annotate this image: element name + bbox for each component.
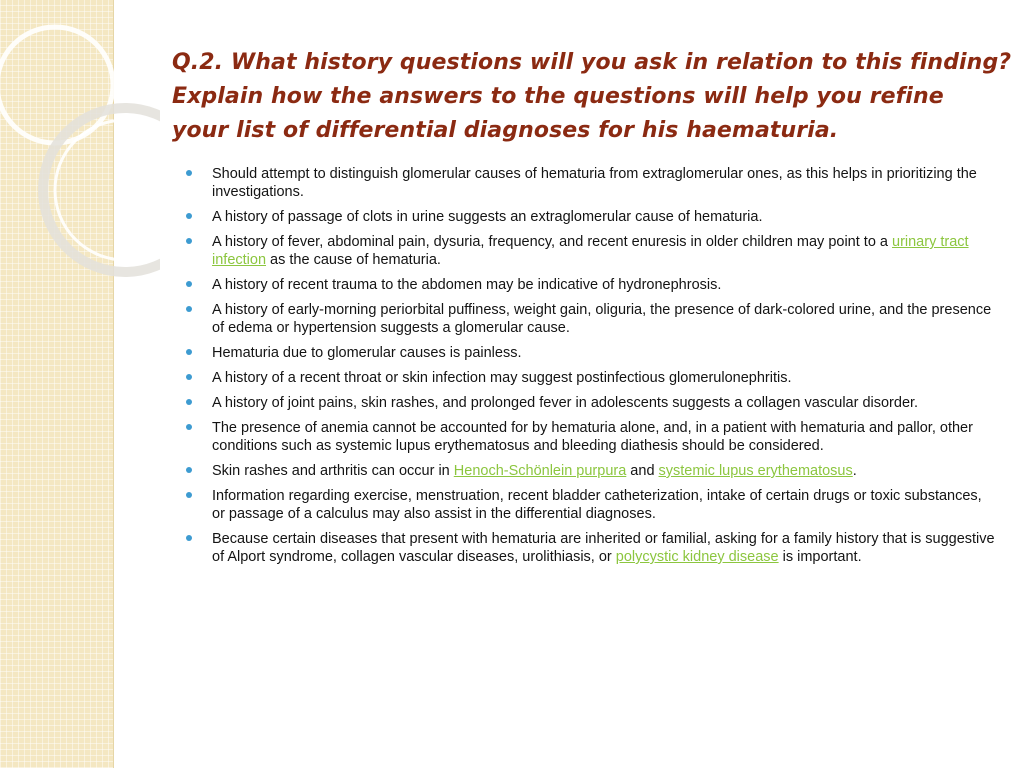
bullet-icon: [186, 349, 192, 355]
decorative-circles: [0, 0, 160, 768]
bullet-text: Should attempt to distinguish glomerular causes of hematuria from extraglomerular ones, as this helps in prioritizing the investigations.: [212, 166, 977, 200]
bullet-text: A history of early-morning periorbital puffiness, weight gain, oliguria, the presence of dark-colored urine, and the presence of edema or hypertension suggests a glomerular cause.: [212, 302, 992, 336]
bullet-item: [186, 276, 998, 294]
bullet-icon: [186, 374, 192, 380]
bullet-text: Skin rashes and arthritis can occur in: [212, 463, 454, 479]
bullet-icon: [186, 535, 192, 541]
polycystic-kidney-disease-link[interactable]: polycystic kidney disease: [615, 549, 779, 565]
bullet-icon: [186, 170, 192, 176]
bullet-text: Information regarding exercise, menstruation, recent bladder catheterization, intake of certain drugs or toxic substances, or passage of a calculus may also assist in the differential diagnoses.: [212, 488, 982, 522]
bullet-item: [186, 233, 998, 269]
bullet-item: [186, 394, 998, 412]
bullet-icon: [186, 399, 192, 405]
henoch-schonlein-purpura-link[interactable]: Henoch-Schönlein purpura: [453, 463, 627, 479]
bullet-icon: [186, 424, 192, 430]
bullet-item: [186, 419, 998, 455]
bullet-item: [186, 165, 998, 201]
bullet-text: A history of joint pains, skin rashes, and prolonged fever in adolescents suggests a collagen vascular disorder.: [212, 395, 919, 411]
bullet-item: [186, 301, 998, 337]
bullet-item: [186, 369, 998, 387]
bullet-icon: [186, 238, 192, 244]
bullet-text: A history of passage of clots in urine suggests an extraglomerular cause of hematuria.: [212, 209, 763, 225]
title-line-1: Q.2. What history questions will you ask in relation to this finding?: [172, 50, 1012, 75]
bullet-list: [186, 165, 998, 573]
bullet-text: A history of fever, abdominal pain, dysuria, frequency, and recent enuresis in older children may point to a: [212, 234, 892, 250]
urinary-tract-infection-link[interactable]: urinary tract infection: [212, 234, 969, 268]
bullet-text: and: [626, 463, 659, 479]
bullet-text: Because certain diseases that present with hematuria are inherited or familial, asking for a family history that is suggestive of Alport syndrome, collagen vascular diseases, urolithiasis, or: [212, 531, 995, 565]
bullet-item: [186, 462, 998, 480]
bullet-text: .: [852, 463, 857, 479]
title-line-2: Explain how the answers to the questions will help you refine: [172, 84, 944, 109]
bullet-icon: [186, 213, 192, 219]
bullet-text: A history of recent trauma to the abdomen may be indicative of hydronephrosis.: [212, 277, 722, 293]
bullet-text: is important.: [778, 549, 862, 565]
bullet-icon: [186, 467, 192, 473]
bullet-text: as the cause of hematuria.: [266, 252, 441, 268]
systemic-lupus-erythematosus-link[interactable]: systemic lupus erythematosus: [658, 463, 853, 479]
bullet-text: The presence of anemia cannot be accounted for by hematuria alone, and, in a patient with hematuria and pallor, other conditions such as systemic lupus erythematosus and bleeding diathesis should be considered.: [212, 420, 973, 454]
bullet-item: [186, 208, 998, 226]
decorative-side-panel: [0, 0, 114, 768]
bullet-icon: [186, 492, 192, 498]
bullet-icon: [186, 306, 192, 312]
bullet-icon: [186, 281, 192, 287]
bullet-item: [186, 487, 998, 523]
slide-title: [172, 46, 1012, 148]
bullet-item: [186, 344, 998, 362]
bullet-item: [186, 530, 998, 566]
bullet-text: Hematuria due to glomerular causes is painless.: [212, 345, 522, 361]
title-line-3: your list of differential diagnoses for his haematuria.: [172, 118, 839, 143]
bullet-text: A history of a recent throat or skin infection may suggest postinfectious glomerulonephritis.: [212, 370, 792, 386]
